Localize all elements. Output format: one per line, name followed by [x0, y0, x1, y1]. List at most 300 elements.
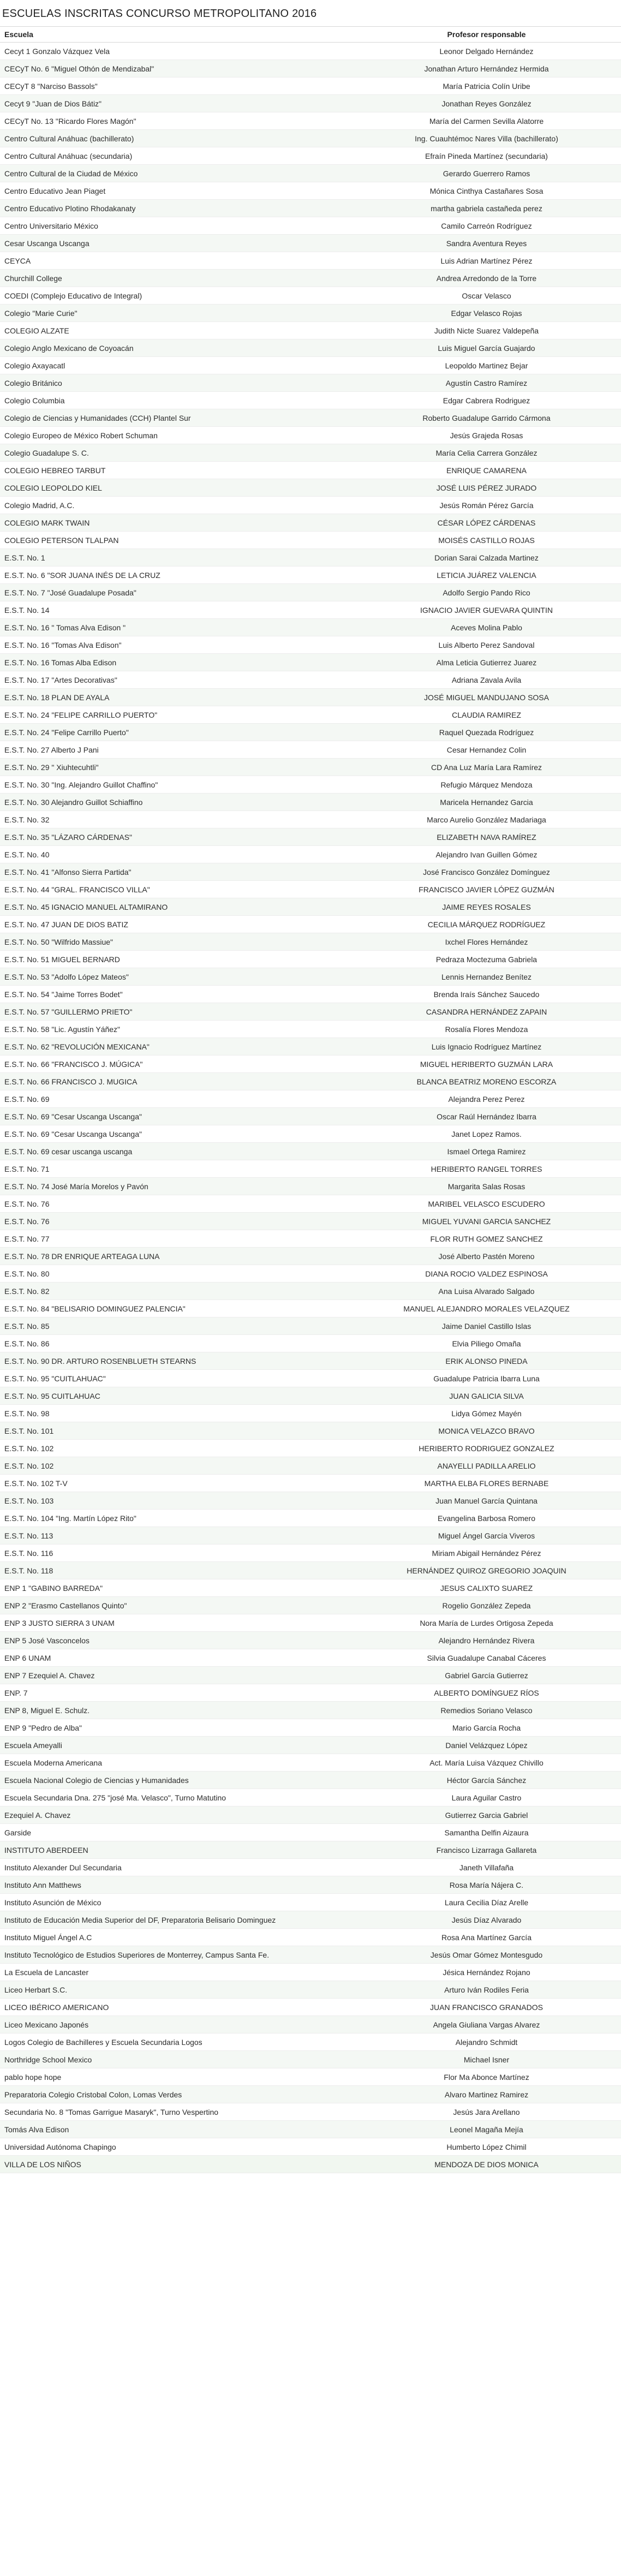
school-name: E.S.T. No. 62 "REVOLUCIÓN MEXICANA" [0, 1038, 352, 1056]
teacher-name: Luis Adrian Martínez Pérez [352, 252, 621, 270]
school-name: E.S.T. No. 40 [0, 846, 352, 863]
school-name: E.S.T. No. 102 [0, 1440, 352, 1457]
table-row [0, 2103, 621, 2121]
table-row [0, 1946, 621, 1964]
teacher-name: CECILIA MÁRQUEZ RODRÍGUEZ [352, 916, 621, 933]
school-name: Instituto de Educación Media Superior del DF, Preparatoria Belisario Dominguez [0, 1911, 352, 1929]
table-row [0, 305, 621, 322]
school-name: E.S.T. No. 29 " Xiuhtecuhtli" [0, 759, 352, 776]
teacher-name: IGNACIO JAVIER GUEVARA QUINTIN [352, 601, 621, 619]
table-row [0, 1911, 621, 1929]
school-name: Cecyt 1 Gonzalo Vázquez Vela [0, 43, 352, 60]
school-name: E.S.T. No. 45 IGNACIO MANUEL ALTAMIRANO [0, 898, 352, 916]
table-row [0, 1457, 621, 1475]
school-name: Colegio Columbia [0, 392, 352, 409]
table-row [0, 374, 621, 392]
table-row [0, 165, 621, 182]
table-row [0, 1841, 621, 1859]
table-row [0, 671, 621, 689]
teacher-name: CASANDRA HERNÁNDEZ ZAPAIN [352, 1003, 621, 1021]
school-name: COLEGIO MARK TWAIN [0, 514, 352, 532]
school-name: E.S.T. No. 57 "GUILLERMO PRIETO" [0, 1003, 352, 1021]
teacher-name: Andrea Arredondo de la Torre [352, 270, 621, 287]
table-row [0, 2016, 621, 2034]
teacher-name: Margarita Salas Rosas [352, 1178, 621, 1195]
school-name: Escuela Secundaria Dna. 275 "josé Ma. Velasco", Turno Matutino [0, 1789, 352, 1806]
table-row [0, 2121, 621, 2138]
table-row [0, 1876, 621, 1894]
teacher-name: Oscar Velasco [352, 287, 621, 305]
school-name: E.S.T. No. 17 "Artes Decorativas" [0, 671, 352, 689]
teacher-name: Judith Nicte Suarez Valdepeña [352, 322, 621, 339]
teacher-name: Act. María Luisa Vázquez Chivillo [352, 1754, 621, 1772]
table-row [0, 794, 621, 811]
teacher-name: MARTHA ELBA FLORES BERNABE [352, 1475, 621, 1492]
teacher-name: Alejandro Ivan Guillen Gómez [352, 846, 621, 863]
school-name: Instituto Ann Matthews [0, 1876, 352, 1894]
table-header-row [0, 27, 621, 43]
table-row [0, 1510, 621, 1527]
school-name: CECyT No. 13 "Ricardo Flores Magón" [0, 112, 352, 130]
school-name: E.S.T. No. 102 [0, 1457, 352, 1475]
table-row [0, 1684, 621, 1702]
school-name: E.S.T. No. 16 " Tomas Alva Edison " [0, 619, 352, 636]
table-row [0, 217, 621, 235]
school-name: E.S.T. No. 6 "SOR JUANA INÉS DE LA CRUZ [0, 567, 352, 584]
teacher-name: Pedraza Moctezuma Gabriela [352, 951, 621, 968]
table-row [0, 1143, 621, 1160]
table-row [0, 2068, 621, 2086]
table-row [0, 706, 621, 724]
table-row [0, 549, 621, 567]
table-row [0, 1859, 621, 1876]
table-row [0, 881, 621, 898]
school-name: Colegio "Marie Curie" [0, 305, 352, 322]
school-name: E.S.T. No. 74 José María Morelos y Pavón [0, 1178, 352, 1195]
teacher-name: José Alberto Pastén Moreno [352, 1248, 621, 1265]
teacher-name: Janeth Villafaña [352, 1859, 621, 1876]
teacher-name: FRANCISCO JAVIER LÓPEZ GUZMÁN [352, 881, 621, 898]
school-name: E.S.T. No. 24 "FELIPE CARRILLO PUERTO" [0, 706, 352, 724]
teacher-name: Ismael Ortega Ramirez [352, 1143, 621, 1160]
school-name: E.S.T. No. 66 "FRANCISCO J. MÚGICA" [0, 1056, 352, 1073]
teacher-name: Laura Cecilia Díaz Arelle [352, 1894, 621, 1911]
table-row [0, 1108, 621, 1125]
teacher-name: Gerardo Guerrero Ramos [352, 165, 621, 182]
teacher-name: Francisco Lizarraga Gallareta [352, 1841, 621, 1859]
table-row [0, 1073, 621, 1090]
school-name: COEDI (Complejo Educativo de Integral) [0, 287, 352, 305]
table-row [0, 95, 621, 112]
teacher-name: Raquel Quezada Rodríguez [352, 724, 621, 741]
school-name: E.S.T. No. 78 DR ENRIQUE ARTEAGA LUNA [0, 1248, 352, 1265]
table-row [0, 1649, 621, 1667]
table-row [0, 1999, 621, 2016]
table-row [0, 1737, 621, 1754]
school-name: E.S.T. No. 71 [0, 1160, 352, 1178]
school-name: Cesar Uscanga Uscanga [0, 235, 352, 252]
table-row [0, 444, 621, 462]
table-row [0, 1195, 621, 1213]
school-name: Secundaria No. 8 "Tomas Garrigue Masaryk", Turno Vespertino [0, 2103, 352, 2121]
table-row [0, 130, 621, 147]
school-name: E.S.T. No. 30 "Ing. Alejandro Guillot Chaffino" [0, 776, 352, 794]
school-name: Colegio Británico [0, 374, 352, 392]
school-name: Churchill College [0, 270, 352, 287]
teacher-name: HERIBERTO RANGEL TORRES [352, 1160, 621, 1178]
table-row [0, 182, 621, 200]
table-row [0, 1056, 621, 1073]
table-row [0, 252, 621, 270]
table-row [0, 1562, 621, 1579]
table-row [0, 1614, 621, 1632]
school-name: ENP 7 Ezequiel A. Chavez [0, 1667, 352, 1684]
teacher-name: María del Carmen Sevilla Alatorre [352, 112, 621, 130]
teacher-name: MENDOZA DE DIOS MONICA [352, 2156, 621, 2173]
school-name: Instituto Miguel Ángel A.C [0, 1929, 352, 1946]
teacher-name: Jesús Grajeda Rosas [352, 427, 621, 444]
teacher-name: CD Ana Luz María Lara Ramírez [352, 759, 621, 776]
school-name: Northridge School Mexico [0, 2051, 352, 2068]
table-row [0, 654, 621, 671]
school-name: Colegio Madrid, A.C. [0, 497, 352, 514]
table-row [0, 409, 621, 427]
school-name: INSTITUTO ABERDEEN [0, 1841, 352, 1859]
teacher-name: Laura Aguilar Castro [352, 1789, 621, 1806]
table-row [0, 462, 621, 479]
school-name: pablo hope hope [0, 2068, 352, 2086]
school-name: E.S.T. No. 53 "Adolfo López Mateos" [0, 968, 352, 986]
school-name: LICEO IBÉRICO AMERICANO [0, 1999, 352, 2016]
school-name: E.S.T. No. 80 [0, 1265, 352, 1283]
teacher-name: Lennis Hernandez Benítez [352, 968, 621, 986]
teacher-name: Alejandro Hernández Rivera [352, 1632, 621, 1649]
table-row [0, 951, 621, 968]
school-name: ENP 9 "Pedro de Alba" [0, 1719, 352, 1737]
teacher-name: Gabriel García Gutierrez [352, 1667, 621, 1684]
school-name: Centro Educativo Plotino Rhodakanaty [0, 200, 352, 217]
teacher-name: Luis Ignacio Rodríguez Martínez [352, 1038, 621, 1056]
teacher-name: Leopoldo Martinez Bejar [352, 357, 621, 374]
table-row [0, 270, 621, 287]
table-row [0, 1964, 621, 1981]
schools-table [0, 26, 621, 2173]
school-name: Centro Educativo Jean Piaget [0, 182, 352, 200]
teacher-name: Ing. Cuauhtémoc Nares Villa (bachillerato) [352, 130, 621, 147]
table-row [0, 1597, 621, 1614]
school-name: E.S.T. No. 84 "BELISARIO DOMINGUEZ PALENCIA" [0, 1300, 352, 1317]
teacher-name: Juan Manuel García Quintana [352, 1492, 621, 1510]
teacher-name: MONICA VELAZCO BRAVO [352, 1422, 621, 1440]
teacher-name: Daniel Velázquez López [352, 1737, 621, 1754]
table-row [0, 776, 621, 794]
teacher-name: Rosa María Nájera C. [352, 1876, 621, 1894]
teacher-name: Rosa Ana Martínez García [352, 1929, 621, 1946]
teacher-name: ALBERTO DOMÍNGUEZ RÍOS [352, 1684, 621, 1702]
teacher-name: Maricela Hernandez Garcia [352, 794, 621, 811]
school-name: Centro Universitario México [0, 217, 352, 235]
table-row [0, 43, 621, 60]
teacher-name: Sandra Aventura Reyes [352, 235, 621, 252]
table-row [0, 1702, 621, 1719]
school-name: E.S.T. No. 27 Alberto J Pani [0, 741, 352, 759]
table-row [0, 1492, 621, 1510]
column-header-teacher: Profesor responsable [352, 27, 621, 43]
school-name: Colegio Anglo Mexicano de Coyoacán [0, 339, 352, 357]
school-name: E.S.T. No. 41 "Alfonso Sierra Partida" [0, 863, 352, 881]
table-row [0, 1038, 621, 1056]
school-name: Tomás Alva Edison [0, 2121, 352, 2138]
table-row [0, 724, 621, 741]
school-name: Preparatoria Colegio Cristobal Colon, Lomas Verdes [0, 2086, 352, 2103]
school-name: E.S.T. No. 18 PLAN DE AYALA [0, 689, 352, 706]
school-name: E.S.T. No. 47 JUAN DE DIOS BATIZ [0, 916, 352, 933]
table-row [0, 1317, 621, 1335]
table-row [0, 1981, 621, 1999]
school-name: Cecyt 9 "Juan de Dios Bátiz" [0, 95, 352, 112]
table-row [0, 1754, 621, 1772]
teacher-name: Guadalupe Patricia Ibarra Luna [352, 1370, 621, 1387]
school-name: La Escuela de Lancaster [0, 1964, 352, 1981]
table-row [0, 811, 621, 828]
table-row [0, 759, 621, 776]
school-name: E.S.T. No. 69 "Cesar Uscanga Uscanga" [0, 1108, 352, 1125]
table-row [0, 1213, 621, 1230]
teacher-name: MOISÉS CASTILLO ROJAS [352, 532, 621, 549]
table-row [0, 427, 621, 444]
teacher-name: María Patricia Colín Uribe [352, 77, 621, 95]
teacher-name: DIANA ROCIO VALDEZ ESPINOSA [352, 1265, 621, 1283]
teacher-name: HERIBERTO RODRIGUEZ GONZALEZ [352, 1440, 621, 1457]
table-row [0, 497, 621, 514]
table-row [0, 2051, 621, 2068]
teacher-name: Jesús Omar Gómez Montesgudo [352, 1946, 621, 1964]
teacher-name: Evangelina Barbosa Romero [352, 1510, 621, 1527]
school-name: Liceo Mexicano Japonés [0, 2016, 352, 2034]
page-title: ESCUELAS INSCRITAS CONCURSO METROPOLITANO 2016 [2, 8, 317, 20]
school-name: ENP 5 José Vasconcelos [0, 1632, 352, 1649]
school-name: COLEGIO ALZATE [0, 322, 352, 339]
table-row [0, 2156, 621, 2173]
teacher-name: Alma Leticia Gutierrez Juarez [352, 654, 621, 671]
school-name: ENP 6 UNAM [0, 1649, 352, 1667]
teacher-name: JESUS CALIXTO SUAREZ [352, 1579, 621, 1597]
teacher-name: Jonathan Reyes González [352, 95, 621, 112]
table-row [0, 986, 621, 1003]
teacher-name: Cesar Hernandez Colin [352, 741, 621, 759]
school-name: E.S.T. No. 90 DR. ARTURO ROSENBLUETH STEARNS [0, 1352, 352, 1370]
table-row [0, 1929, 621, 1946]
teacher-name: ANAYELLI PADILLA ARELIO [352, 1457, 621, 1475]
teacher-name: Adriana Zavala Avila [352, 671, 621, 689]
teacher-name: Ana Luisa Alvarado Salgado [352, 1283, 621, 1300]
teacher-name: Miguel Ángel García Viveros [352, 1527, 621, 1545]
school-name: E.S.T. No. 69 "Cesar Uscanga Uscanga" [0, 1125, 352, 1143]
table-row [0, 1475, 621, 1492]
teacher-name: Nora María de Lurdes Ortigosa Zepeda [352, 1614, 621, 1632]
school-name: ENP. 7 [0, 1684, 352, 1702]
teacher-name: Miriam Abigail Hernández Pérez [352, 1545, 621, 1562]
teacher-name: CÉSAR LÓPEZ CÁRDENAS [352, 514, 621, 532]
school-name: Instituto Tecnológico de Estudios Superiores de Monterrey, Campus Santa Fe. [0, 1946, 352, 1964]
table-row [0, 1667, 621, 1684]
table-row [0, 1440, 621, 1457]
table-row [0, 1545, 621, 1562]
school-name: E.S.T. No. 50 "Wilfrido Massiue" [0, 933, 352, 951]
school-name: E.S.T. No. 98 [0, 1405, 352, 1422]
table-row [0, 514, 621, 532]
teacher-name: Efraín Pineda Martínez (secundaria) [352, 147, 621, 165]
school-name: Colegio Axayacatl [0, 357, 352, 374]
table-row [0, 357, 621, 374]
teacher-name: Refugio Márquez Mendoza [352, 776, 621, 794]
table-row [0, 1248, 621, 1265]
teacher-name: Alejandro Schmidt [352, 2034, 621, 2051]
school-name: E.S.T. No. 77 [0, 1230, 352, 1248]
teacher-name: JOSÉ MIGUEL MANDUJANO SOSA [352, 689, 621, 706]
teacher-name: MIGUEL HERIBERTO GUZMÁN LARA [352, 1056, 621, 1073]
teacher-name: martha gabriela castañeda perez [352, 200, 621, 217]
school-name: E.S.T. No. 16 Tomas Alba Edison [0, 654, 352, 671]
school-name: E.S.T. No. 95 CUITLAHUAC [0, 1387, 352, 1405]
teacher-name: Humberto López Chimil [352, 2138, 621, 2156]
school-name: Escuela Nacional Colegio de Ciencias y Humanidades [0, 1772, 352, 1789]
teacher-name: Alvaro Martinez Ramirez [352, 2086, 621, 2103]
table-row [0, 1370, 621, 1387]
teacher-name: Alejandra Perez Perez [352, 1090, 621, 1108]
table-row [0, 1772, 621, 1789]
teacher-name: Jaime Daniel Castillo Islas [352, 1317, 621, 1335]
table-row [0, 1125, 621, 1143]
teacher-name: Mónica Cinthya Castañares Sosa [352, 182, 621, 200]
teacher-name: Arturo Iván Rodiles Feria [352, 1981, 621, 1999]
table-row [0, 584, 621, 601]
school-name: E.S.T. No. 14 [0, 601, 352, 619]
teacher-name: Jonathan Arturo Hernández Hermida [352, 60, 621, 77]
school-name: E.S.T. No. 66 FRANCISCO J. MUGICA [0, 1073, 352, 1090]
school-name: Universidad Autónoma Chapingo [0, 2138, 352, 2156]
teacher-name: Michael Isner [352, 2051, 621, 2068]
school-name: VILLA DE LOS NIÑOS [0, 2156, 352, 2173]
table-row [0, 1283, 621, 1300]
table-row [0, 1021, 621, 1038]
school-name: CECyT 8 "Narciso Bassols" [0, 77, 352, 95]
school-name: COLEGIO LEOPOLDO KIEL [0, 479, 352, 497]
teacher-name: JOSÉ LUIS PÉREZ JURADO [352, 479, 621, 497]
teacher-name: Ixchel Flores Hernández [352, 933, 621, 951]
table-row [0, 1894, 621, 1911]
school-name: ENP 8, Miguel E. Schulz. [0, 1702, 352, 1719]
teacher-name: JUAN GALICIA SILVA [352, 1387, 621, 1405]
school-name: Ezequiel A. Chavez [0, 1806, 352, 1824]
table-row [0, 1003, 621, 1021]
table-row [0, 392, 621, 409]
teacher-name: Adolfo Sergio Pando Rico [352, 584, 621, 601]
table-row [0, 235, 621, 252]
school-name: Instituto Alexander Dul Secundaria [0, 1859, 352, 1876]
table-row [0, 1352, 621, 1370]
teacher-name: Edgar Cabrera Rodriguez [352, 392, 621, 409]
school-name: E.S.T. No. 54 "Jaime Torres Bodet" [0, 986, 352, 1003]
school-name: Logos Colegio de Bachilleres y Escuela Secundaria Logos [0, 2034, 352, 2051]
table-row [0, 1335, 621, 1352]
school-name: E.S.T. No. 1 [0, 549, 352, 567]
teacher-name: Lidya Gómez Mayén [352, 1405, 621, 1422]
table-row [0, 1719, 621, 1737]
school-name: ENP 1 "GABINO BARREDA" [0, 1579, 352, 1597]
teacher-name: Angela Giuliana Vargas Alvarez [352, 2016, 621, 2034]
teacher-name: Elvia Piliego Omaña [352, 1335, 621, 1352]
teacher-name: ENRIQUE CAMARENA [352, 462, 621, 479]
table-row [0, 846, 621, 863]
school-name: E.S.T. No. 82 [0, 1283, 352, 1300]
table-row [0, 2086, 621, 2103]
teacher-name: María Celia Carrera González [352, 444, 621, 462]
teacher-name: JUAN FRANCISCO GRANADOS [352, 1999, 621, 2016]
teacher-name: Rogelio González Zepeda [352, 1597, 621, 1614]
teacher-name: HERNÁNDEZ QUIROZ GREGORIO JOAQUIN [352, 1562, 621, 1579]
school-name: E.S.T. No. 113 [0, 1527, 352, 1545]
table-row [0, 1230, 621, 1248]
table-row [0, 933, 621, 951]
table-row [0, 689, 621, 706]
school-name: E.S.T. No. 7 "José Guadalupe Posada" [0, 584, 352, 601]
school-name: E.S.T. No. 95 "CUITLAHUAC" [0, 1370, 352, 1387]
teacher-name: Rosalía Flores Mendoza [352, 1021, 621, 1038]
table-row [0, 322, 621, 339]
school-name: CEYCA [0, 252, 352, 270]
teacher-name: Luis Miguel García Guajardo [352, 339, 621, 357]
table-row [0, 147, 621, 165]
school-name: E.S.T. No. 101 [0, 1422, 352, 1440]
table-row [0, 1300, 621, 1317]
table-row [0, 1527, 621, 1545]
teacher-name: Gutierrez Garcia Gabriel [352, 1806, 621, 1824]
school-name: E.S.T. No. 86 [0, 1335, 352, 1352]
school-name: CECyT No. 6 "Miguel Othón de Mendizabal" [0, 60, 352, 77]
school-name: Escuela Moderna Americana [0, 1754, 352, 1772]
table-row [0, 1178, 621, 1195]
table-row [0, 898, 621, 916]
school-name: E.S.T. No. 35 "LÁZARO CÁRDENAS" [0, 828, 352, 846]
column-header-school: Escuela [0, 27, 352, 43]
table-row [0, 2034, 621, 2051]
school-name: Colegio Guadalupe S. C. [0, 444, 352, 462]
table-row [0, 1789, 621, 1806]
table-row [0, 112, 621, 130]
teacher-name: CLAUDIA RAMIREZ [352, 706, 621, 724]
table-row [0, 532, 621, 549]
teacher-name: Remedios Soriano Velasco [352, 1702, 621, 1719]
table-row [0, 60, 621, 77]
school-name: E.S.T. No. 116 [0, 1545, 352, 1562]
table-row [0, 601, 621, 619]
table-row [0, 567, 621, 584]
teacher-name: Samantha Delfin Aizaura [352, 1824, 621, 1841]
table-row [0, 1632, 621, 1649]
teacher-name: Aceves Molina Pablo [352, 619, 621, 636]
teacher-name: MARIBEL VELASCO ESCUDERO [352, 1195, 621, 1213]
school-name: E.S.T. No. 51 MIGUEL BERNARD [0, 951, 352, 968]
school-name: ENP 2 "Erasmo Castellanos Quinto" [0, 1597, 352, 1614]
teacher-name: Oscar Raúl Hernández Ibarra [352, 1108, 621, 1125]
school-name: Centro Cultural de la Ciudad de México [0, 165, 352, 182]
teacher-name: Dorian Sarai Calzada Martinez [352, 549, 621, 567]
teacher-name: Jesús Díaz Alvarado [352, 1911, 621, 1929]
school-name: E.S.T. No. 32 [0, 811, 352, 828]
school-name: E.S.T. No. 76 [0, 1195, 352, 1213]
school-name: Colegio de Ciencias y Humanidades (CCH) Plantel Sur [0, 409, 352, 427]
